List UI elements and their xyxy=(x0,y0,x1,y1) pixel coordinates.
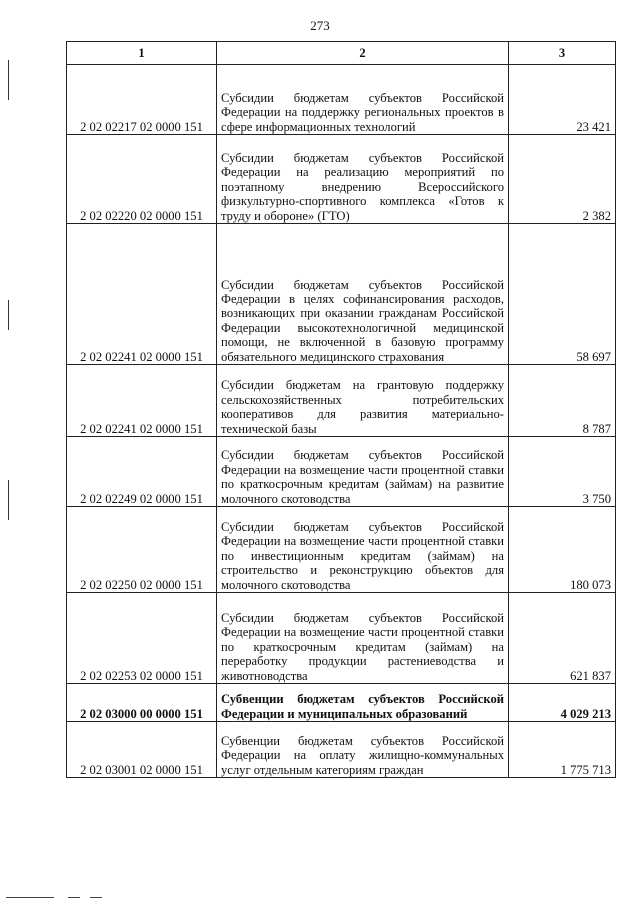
row-description: Субсидии бюджетам субъектов Российской Федерации в целях софинансирования расходов, возникающих при оказании гражданам Российской Федерации высокотехнологичной медицинской помощи, не включенной в базовую программу обязательного медицинского страхования xyxy=(217,224,509,365)
header-col-2: 2 xyxy=(217,42,509,65)
budget-table xyxy=(66,41,616,778)
row-code: 2 02 02253 02 0000 151 xyxy=(67,593,217,684)
row-code: 2 02 02241 02 0000 151 xyxy=(67,365,217,437)
row-amount: 8 787 xyxy=(509,365,616,437)
table-row xyxy=(67,507,616,593)
row-amount: 180 073 xyxy=(509,507,616,593)
row-description: Субсидии бюджетам субъектов Российской Федерации на возмещение части процентной ставки по краткосрочным кредитам (займам) на развитие молочного скотоводства xyxy=(217,437,509,507)
footer-rule xyxy=(6,897,54,898)
row-description: Субсидии бюджетам субъектов Российской Федерации на реализацию мероприятий по поэтапному внедрению Всероссийского физкультурно-спортивного комплекса «Готов к труду и обороне» (ГТО) xyxy=(217,135,509,224)
row-description: Субсидии бюджетам на грантовую поддержку сельскохозяйственных потребительских кооперативов для развития материально-технической базы xyxy=(217,365,509,437)
row-code: 2 02 02249 02 0000 151 xyxy=(67,437,217,507)
table-row xyxy=(67,224,616,365)
row-description: Субсидии бюджетам субъектов Российской Федерации на возмещение части процентной ставки по краткосрочным кредитам (займам) на переработку продукции растениеводства и животноводства xyxy=(217,593,509,684)
table-row xyxy=(67,593,616,684)
row-amount: 58 697 xyxy=(509,224,616,365)
row-code: 2 02 03000 00 0000 151 xyxy=(67,684,217,722)
table-row xyxy=(67,365,616,437)
table-row xyxy=(67,135,616,224)
page-number: 273 xyxy=(310,18,330,33)
footer-rule xyxy=(68,897,80,898)
table-row-subtotal xyxy=(67,684,616,722)
row-amount: 23 421 xyxy=(509,65,616,135)
header-col-3: 3 xyxy=(509,42,616,65)
table-row xyxy=(67,65,616,135)
row-code: 2 02 02220 02 0000 151 xyxy=(67,135,217,224)
row-code: 2 02 02217 02 0000 151 xyxy=(67,65,217,135)
row-code: 2 02 02241 02 0000 151 xyxy=(67,224,217,365)
header-row xyxy=(67,42,616,65)
row-description: Субсидии бюджетам субъектов Российской Федерации на возмещение части процентной ставки по инвестиционным кредитам (займам) на строительство и реконструкцию объектов для молочного скотоводства xyxy=(217,507,509,593)
row-description: Субвенции бюджетам субъектов Российской Федерации и муниципальных образований xyxy=(217,684,509,722)
row-amount: 4 029 213 xyxy=(509,684,616,722)
row-amount: 621 837 xyxy=(509,593,616,684)
header-col-1: 1 xyxy=(67,42,217,65)
row-amount: 3 750 xyxy=(509,437,616,507)
row-description: Субвенции бюджетам субъектов Российской Федерации на оплату жилищно-коммунальных услуг отдельным категориям граждан xyxy=(217,722,509,778)
row-code: 2 02 02250 02 0000 151 xyxy=(67,507,217,593)
row-amount: 1 775 713 xyxy=(509,722,616,778)
table-row xyxy=(67,437,616,507)
row-code: 2 02 03001 02 0000 151 xyxy=(67,722,217,778)
row-description: Субсидии бюджетам субъектов Российской Федерации на поддержку региональных проектов в сфере информационных технологий xyxy=(217,65,509,135)
table-row xyxy=(67,722,616,778)
footer-rule xyxy=(90,897,102,898)
row-amount: 2 382 xyxy=(509,135,616,224)
